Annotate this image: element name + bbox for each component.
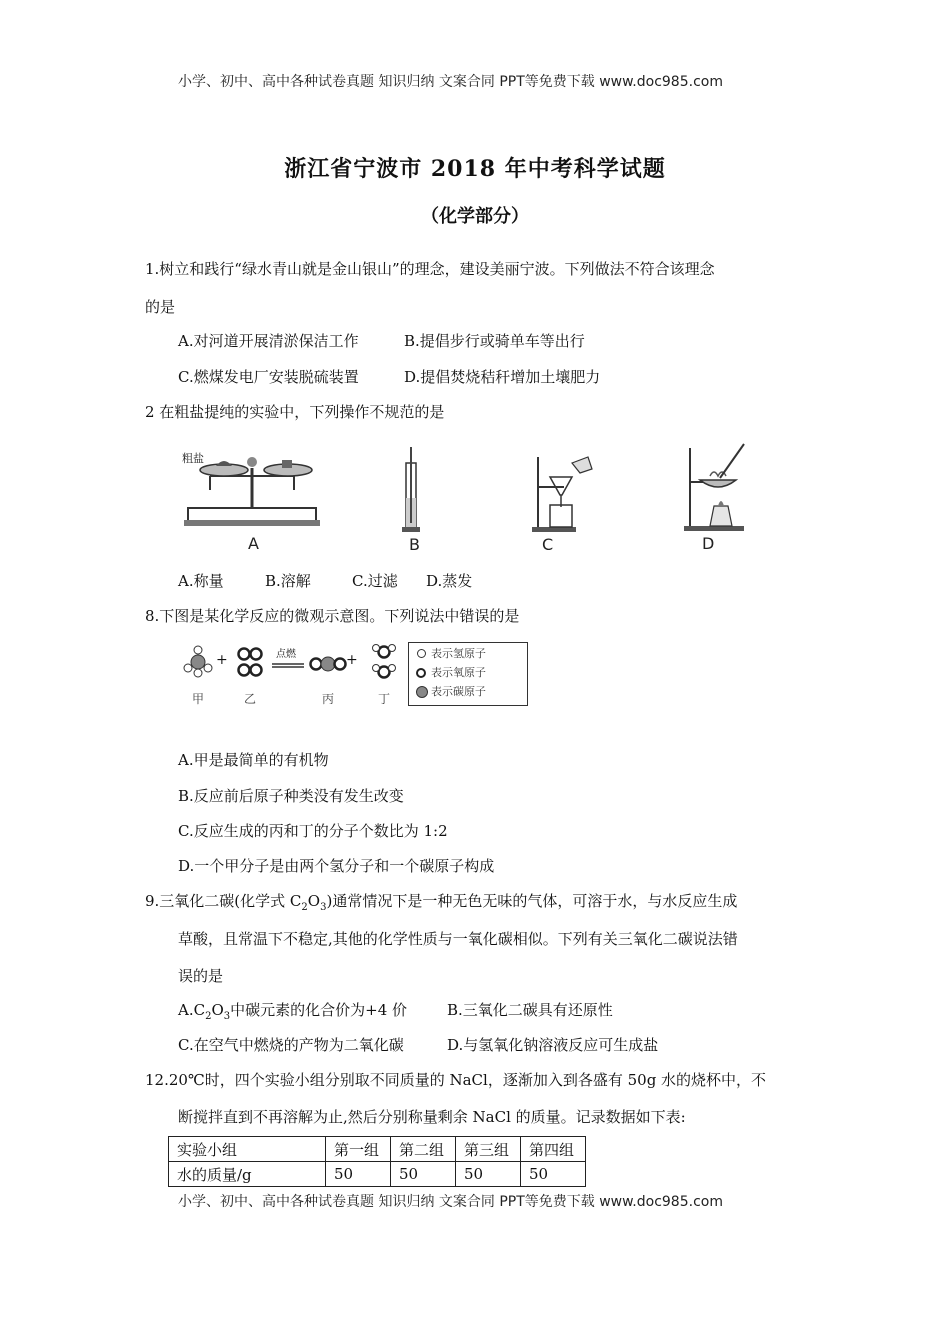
- q2-option-d: D.蒸发: [426, 572, 473, 590]
- table-header-cell: 第三组: [456, 1137, 521, 1162]
- q2-fig-label-d: D: [702, 534, 715, 553]
- q2-figure-dissolving: [396, 443, 426, 558]
- table-row: [169, 1162, 586, 1187]
- q8-stem: 8.下图是某化学反应的微观示意图。下列说法中错误的是: [145, 607, 520, 625]
- q8-legend-hydrogen: 表示氢原子: [431, 647, 486, 660]
- q1-option-c: C.燃煤发电厂安装脱硫装置: [178, 368, 359, 386]
- q9-option-b: B.三氧化二碳具有还原性: [447, 1001, 613, 1019]
- q8-option-b: B.反应前后原子种类没有发生改变: [178, 787, 404, 805]
- q2-figure-evaporation: [680, 440, 755, 558]
- q8-legend-box: [408, 642, 528, 706]
- q2-figure-weighing: [180, 440, 320, 558]
- q2-fig-label-c: C: [542, 535, 554, 554]
- table-header-cell: 第四组: [521, 1137, 586, 1162]
- q8-plus-sign-2: +: [346, 652, 358, 668]
- q2-option-a: A.称量: [178, 572, 224, 590]
- q8-reaction-condition: 点燃: [276, 649, 296, 660]
- q2-option-b: B.溶解: [265, 572, 311, 590]
- q8-option-c: C.反应生成的丙和丁的分子个数比为 1:2: [178, 822, 448, 840]
- q2-salt-label: 粗盐: [182, 452, 204, 465]
- q9-stem-line3: 误的是: [178, 967, 224, 985]
- page-header: 小学、初中、高中各种试卷真题 知识归纳 文案合同 PPT等免费下载 www.doc985.com: [178, 74, 723, 90]
- q2-fig-label-b: B: [409, 535, 420, 554]
- q8-option-a: A.甲是最简单的有机物: [178, 751, 329, 769]
- table-cell: 50: [456, 1162, 521, 1187]
- q8-label-ding: 丁: [378, 692, 391, 706]
- q9-option-c: C.在空气中燃烧的产物为二氧化碳: [178, 1036, 404, 1054]
- page-footer: 小学、初中、高中各种试卷真题 知识归纳 文案合同 PPT等免费下载 www.doc985.com: [178, 1194, 723, 1210]
- q1-stem-line1: 1.树立和践行“绿水青山就是金山银山”的理念，建设美丽宁波。下列做法不符合该理念: [145, 260, 715, 278]
- document-subtitle: （化学部分）: [421, 206, 529, 227]
- q2-fig-label-a: A: [248, 534, 259, 553]
- q8-plus-sign-1: +: [216, 652, 228, 668]
- q8-legend-oxygen: 表示氧原子: [431, 666, 486, 679]
- q1-option-d: D.提倡焚烧秸秆增加土壤肥力: [404, 368, 601, 386]
- q2-figure-filtration: [528, 455, 598, 558]
- q8-reaction-diagram: [180, 640, 530, 710]
- q9-option-a: $A.C_2O_3$中碳元素的化合价为+4 价: [178, 1001, 408, 1022]
- molecule-diagram-icon: [180, 640, 412, 684]
- q2-stem: 2 在粗盐提纯的实验中，下列操作不规范的是: [145, 403, 445, 421]
- table-cell: 水的质量/g: [169, 1162, 326, 1187]
- q8-option-d: D.一个甲分子是由两个氢分子和一个碳原子构成: [178, 857, 495, 875]
- q2-option-c: C.过滤: [352, 572, 398, 590]
- q9-stem-line2: 草酸，且常温下不稳定,其他的化学性质与一氧化碳相似。下列有关三氧化二碳说法错: [178, 930, 738, 948]
- q12-stem-line2: 断搅拌直到不再溶解为止,然后分别称量剩余 NaCl 的质量。记录数据如下表:: [178, 1108, 686, 1126]
- q9-stem-line1: 9.三氧化二碳(化学式 $C_2O_3$)通常情况下是一种无色无味的气体，可溶于水，与水反应生成: [145, 892, 738, 913]
- q12-data-table: [168, 1136, 586, 1187]
- table-header-cell: 第二组: [391, 1137, 456, 1162]
- oxygen-atom-icon: [416, 668, 426, 678]
- q8-label-jia: 甲: [192, 692, 205, 706]
- table-cell: 50: [521, 1162, 586, 1187]
- q8-label-yi: 乙: [244, 692, 257, 706]
- hydrogen-atom-icon: [417, 649, 426, 658]
- evaporation-dish-icon: [680, 440, 755, 532]
- table-header-row: [169, 1137, 586, 1162]
- document-title: 浙江省宁波市 2018 年中考科学试题: [284, 156, 666, 182]
- table-header-cell: 实验小组: [169, 1137, 326, 1162]
- graduated-cylinder-icon: [396, 443, 426, 535]
- q12-stem-line1: 12.20℃时，四个实验小组分别取不同质量的 NaCl，逐渐加入到各盛有 50g 水的烧杯中，不: [145, 1071, 767, 1089]
- q8-label-bing: 丙: [322, 692, 335, 706]
- table-header-cell: 第一组: [326, 1137, 391, 1162]
- filtration-funnel-icon: [528, 455, 598, 535]
- q1-option-b: B.提倡步行或骑单车等出行: [404, 332, 585, 350]
- q1-option-a: A.对河道开展清淤保洁工作: [178, 332, 359, 350]
- q8-legend-carbon: 表示碳原子: [431, 685, 486, 698]
- q9-option-d: D.与氢氧化钠溶液反应可生成盐: [447, 1036, 659, 1054]
- table-cell: 50: [391, 1162, 456, 1187]
- q1-stem-line2: 的是: [145, 298, 176, 316]
- table-cell: 50: [326, 1162, 391, 1187]
- carbon-atom-icon: [416, 686, 428, 698]
